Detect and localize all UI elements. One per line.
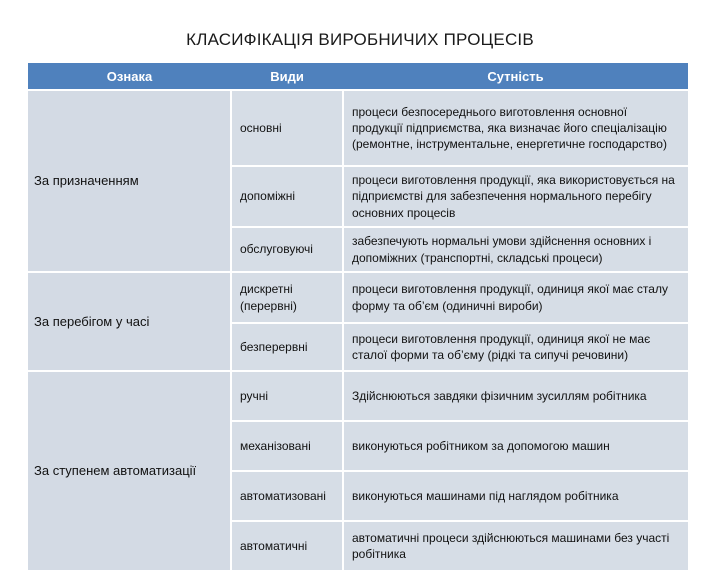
header-kind: Види <box>231 63 343 90</box>
essence-cell: Здійснюються завдяки фізичним зусиллям робітника <box>343 371 688 421</box>
kind-cell: обслуговуючі <box>231 227 343 272</box>
kind-cell: допоміжні <box>231 166 343 227</box>
essence-cell: процеси виготовлення продукції, одиниця якої має сталу форму та об’єм (одиничні вироби) <box>343 272 688 323</box>
kind-cell: дискретні (перервні) <box>231 272 343 323</box>
essence-cell: процеси виготовлення продукції, одиниця якої не має сталої форми та об’єму (рідкі та сипучі речовини) <box>343 323 688 371</box>
kind-cell: ручні <box>231 371 343 421</box>
kind-cell: безперервні <box>231 323 343 371</box>
essence-cell: виконуються робітником за допомогою машин <box>343 421 688 471</box>
essence-cell: забезпечують нормальні умови здійснення основних і допоміжних (транспортні, складські процеси) <box>343 227 688 272</box>
kind-cell: автоматичні <box>231 521 343 571</box>
kind-cell: механізовані <box>231 421 343 471</box>
essence-cell: процеси виготовлення продукції, яка використовується на підприємстві для забезпечення нормального перебігу основних процесів <box>343 166 688 227</box>
feature-cell-automation: За ступенем автоматизації <box>28 371 231 571</box>
essence-cell: процеси безпосереднього виготовлення основної продукції підприємства, яка визначає його спеціалізацію (ремонтне, інструментальне, енергетичне господарство) <box>343 90 688 166</box>
table-row <box>28 90 688 166</box>
page-title: КЛАСИФІКАЦІЯ ВИРОБНИЧИХ ПРОЦЕСІВ <box>186 30 534 49</box>
essence-cell: автоматичні процеси здійснюються машинами без участі робітника <box>343 521 688 571</box>
header-feature: Ознака <box>28 63 231 90</box>
essence-cell: виконуються машинами під наглядом робітника <box>343 471 688 521</box>
table-row <box>28 371 688 421</box>
kind-cell: основні <box>231 90 343 166</box>
classification-table <box>28 63 688 572</box>
table-row <box>28 272 688 323</box>
feature-cell-purpose: За призначенням <box>28 90 231 272</box>
table-header-row <box>28 63 688 90</box>
header-essence: Сутність <box>343 63 688 90</box>
kind-cell: автоматизовані <box>231 471 343 521</box>
feature-cell-time-flow: За перебігом у часі <box>28 272 231 371</box>
